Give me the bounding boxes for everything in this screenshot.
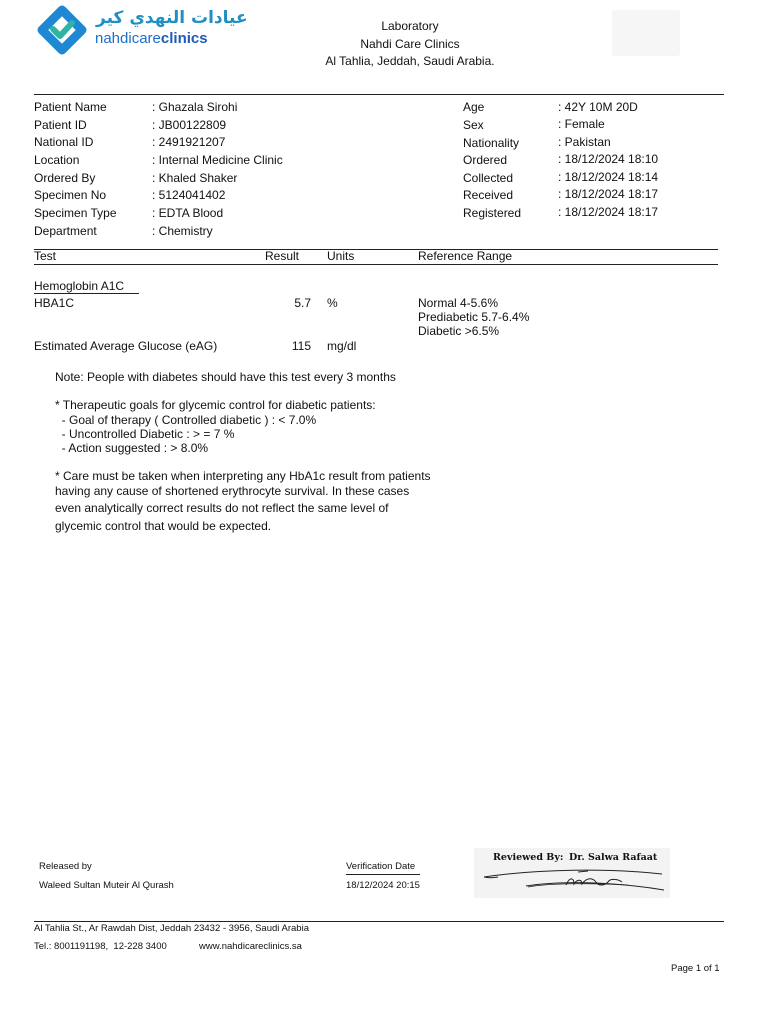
specimen-no-label: Specimen No — [34, 188, 107, 202]
reference-prediabetic: Prediabetic 5.7-6.4% — [418, 310, 530, 324]
column-header-units: Units — [327, 249, 355, 263]
verification-date-label: Verification Date — [346, 861, 416, 872]
test-name-eag: Estimated Average Glucose (eAG) — [34, 339, 218, 353]
table-header-bottom-rule — [34, 264, 718, 265]
released-by-label: Released by — [39, 861, 92, 872]
therapeutic-uncontrolled: - Uncontrolled Diabetic : > = 7 % — [55, 427, 235, 441]
footer-telephone: Tel.: 8001191198, 12-228 3400 — [34, 941, 167, 952]
nationality-value: : Pakistan — [558, 135, 611, 149]
collected-value: : 18/12/2024 18:14 — [558, 170, 659, 184]
logo-brand-text — [95, 30, 208, 47]
reviewer-signature-icon — [478, 864, 668, 896]
note-test-frequency: Note: People with diabetes should have this test every 3 months — [55, 370, 396, 384]
national-id-label: National ID — [34, 135, 94, 149]
received-value: : 18/12/2024 18:17 — [558, 187, 659, 201]
nationality-label: Nationality — [463, 136, 520, 150]
registered-label: Registered — [463, 206, 522, 220]
ordered-value: : 18/12/2024 18:10 — [558, 152, 659, 166]
collected-label: Collected — [463, 171, 514, 185]
sex-label: Sex — [463, 118, 484, 132]
age-label: Age — [463, 100, 485, 114]
patient-name-value: : Ghazala Sirohi — [152, 100, 238, 114]
header-clinic-name: Nahdi Care Clinics — [360, 37, 460, 51]
table-header-top-rule — [34, 249, 718, 250]
nahdi-care-logo-icon — [36, 4, 88, 56]
received-label: Received — [463, 188, 514, 202]
column-header-result: Result — [265, 249, 300, 263]
column-header-test: Test — [34, 249, 57, 263]
care-note-line-3: even analytically correct results do not reflect the same level of — [55, 501, 389, 515]
ordered-by-value: : Khaled Shaker — [152, 171, 238, 185]
age-value: : 42Y 10M 20D — [558, 100, 638, 114]
section-title-underline — [34, 293, 139, 294]
therapeutic-heading: * Therapeutic goals for glycemic control for diabetic patients: — [55, 398, 376, 412]
section-title-hemoglobin-a1c — [34, 279, 124, 294]
header-laboratory: Laboratory — [381, 19, 439, 33]
reviewed-by-label: Reviewed By: — [493, 852, 564, 863]
patient-id-label: Patient ID — [34, 118, 87, 132]
logo-brand-care: care — [131, 30, 161, 47]
footer-website-link[interactable]: www.nahdicareclinics.sa — [199, 941, 302, 952]
specimen-no-value: : 5124041402 — [152, 188, 226, 202]
patient-name-label: Patient Name — [34, 100, 107, 114]
header-divider — [34, 94, 724, 95]
result-value-hba1c: 5.7 — [294, 296, 311, 310]
therapeutic-action: - Action suggested : > 8.0% — [55, 441, 209, 455]
verification-date-value: 18/12/2024 20:15 — [346, 880, 420, 891]
care-note-line-1: * Care must be taken when interpreting any HbA1c result from patients — [55, 469, 431, 483]
department-label: Department — [34, 224, 97, 238]
care-note-line-2: having any cause of shortened erythrocyte survival. In these cases — [55, 484, 410, 498]
care-note-line-4: glycemic control that would be expected. — [55, 519, 272, 533]
logo-arabic-text: عيادات النهدي كير — [96, 8, 248, 28]
released-by-name: Waleed Sultan Muteir Al Qurash — [39, 880, 174, 891]
specimen-type-label: Specimen Type — [34, 206, 117, 220]
verification-label-underline — [346, 874, 420, 875]
department-value: : Chemistry — [152, 224, 213, 238]
specimen-type-value: : EDTA Blood — [152, 206, 224, 220]
page-number: Page 1 of 1 — [671, 963, 720, 974]
registered-value: : 18/12/2024 18:17 — [558, 205, 659, 219]
therapeutic-goal-controlled: - Goal of therapy ( Controlled diabetic ) : < 7.0% — [55, 413, 317, 427]
location-value: : Internal Medicine Clinic — [152, 153, 283, 167]
reviewer-name: Dr. Salwa Rafaat — [569, 852, 658, 863]
reference-normal: Normal 4-5.6% — [418, 296, 499, 310]
logo-brand-clinics: clinics — [160, 30, 208, 47]
column-header-reference: Reference Range — [418, 249, 513, 263]
national-id-value: : 2491921207 — [152, 135, 226, 149]
patient-id-value: : JB00122809 — [152, 118, 227, 132]
ordered-by-label: Ordered By — [34, 171, 96, 185]
result-value-eag: 115 — [291, 339, 311, 353]
reference-diabetic: Diabetic >6.5% — [418, 324, 500, 338]
logo-brand-nahdi: nahdi — [95, 30, 132, 47]
section-title-text: Hemoglobin A1C — [34, 279, 125, 293]
footer-address: Al Tahlia St., Ar Rawdah Dist, Jeddah 23432 - 3956, Saudi Arabia — [34, 923, 309, 934]
sex-value: : Female — [558, 117, 605, 131]
units-hba1c: % — [327, 296, 338, 310]
header-location: Al Tahlia, Jeddah, Saudi Arabia. — [325, 54, 495, 68]
ordered-label: Ordered — [463, 153, 508, 167]
footer-divider — [34, 921, 724, 922]
header-blank-box — [612, 10, 680, 56]
test-name-hba1c: HBA1C — [34, 296, 75, 310]
units-eag: mg/dl — [327, 339, 357, 353]
location-label: Location — [34, 153, 80, 167]
